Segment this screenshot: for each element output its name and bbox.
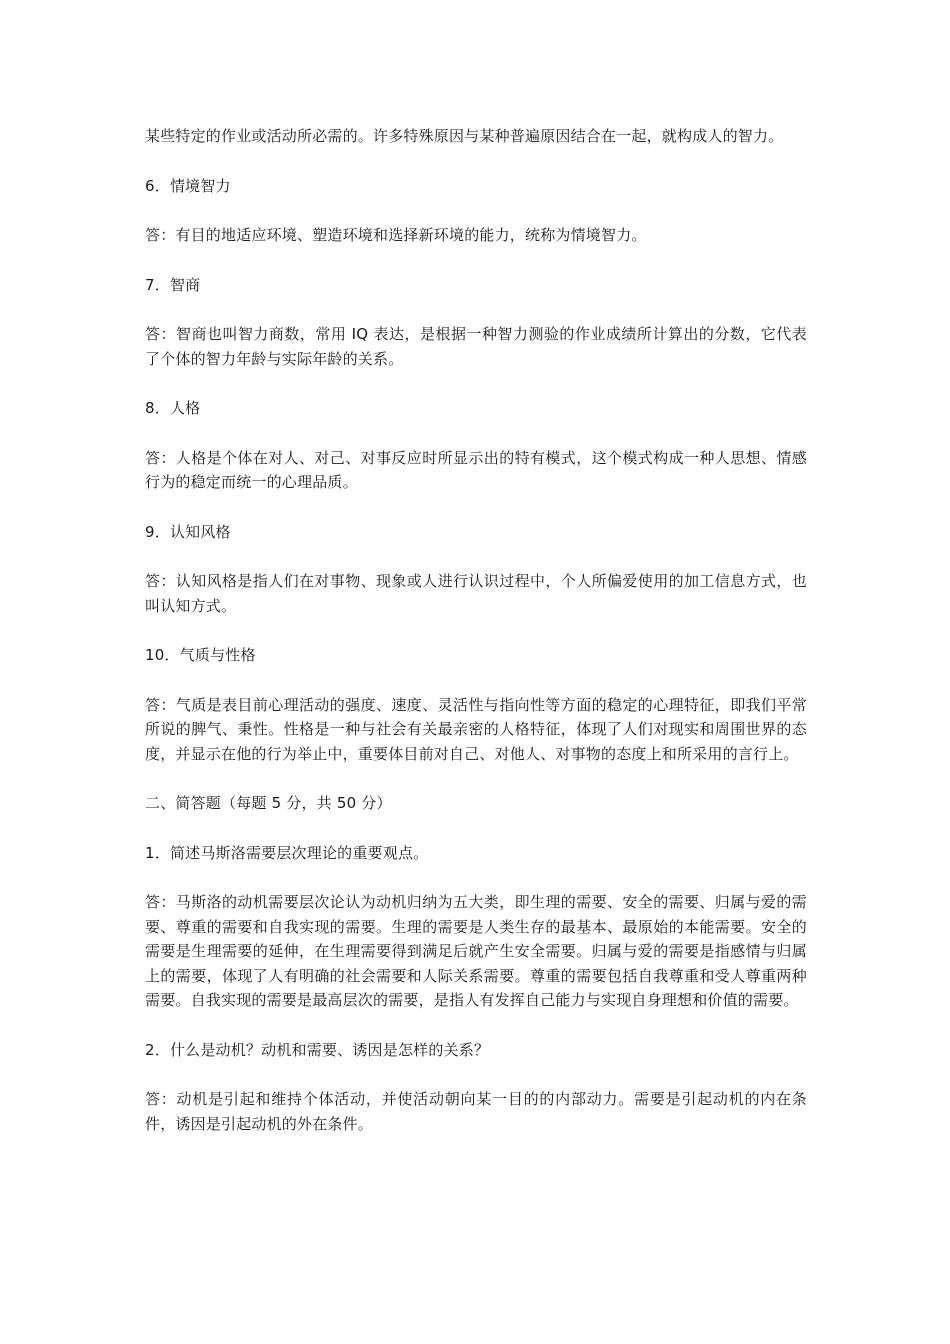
- answer-10: 答：气质是表目前心理活动的强度、速度、灵活性与指向性等方面的稳定的心理特征，即我们平常所说的脾气、秉性。性格是一种与社会有关最亲密的人格特征，体现了人们对现实和周围世界的态度，并显示在他的行为举止中，重要体目前对自己、对他人、对事物的态度上和所采用的言行上。: [145, 695, 807, 763]
- section-2-title: 二、简答题（每题 5 分，共 50 分）: [145, 794, 392, 812]
- short-answer-2: 答：动机是引起和维持个体活动，并使活动朝向某一目的的内部动力。需要是引起动机的内在条件，诱因是引起动机的外在条件。: [145, 1090, 807, 1133]
- answer-8: 答：人格是个体在对人、对己、对事反应时所显示出的特有模式，这个模式构成一种人思想、情感行为的稳定而统一的心理品质。: [145, 448, 807, 491]
- question-10-title: 10．气质与性格: [145, 646, 256, 664]
- short-answer-1: 答：马斯洛的动机需要层次论认为动机归纳为五大类，即生理的需要、安全的需要、归属与爱的需要、尊重的需要和自我实现的需要。生理的需要是人类生存的最基本、最原始的本能需要。安全的需要是生理需要的延伸，在生理需要得到满足后就产生安全需要。归属与爱的需要是指感情与归属上的需要，体现了人有明确的社会需要和人际关系需要。尊重的需要包括自我尊重和受人尊重两种需要。自我实现的需要是最高层次的需要，是指人有发挥自己能力与实现自身理想和价值的需要。: [145, 893, 807, 1009]
- question-9-title: 9．认知风格: [145, 522, 231, 541]
- question-8-title: 8．人格: [145, 399, 201, 417]
- question-6-title: 6．情境智力: [145, 176, 231, 195]
- document-body: [145, 124, 807, 1161]
- question-7-title: 7．智商: [145, 275, 201, 294]
- answer-7: 答：智商也叫智力商数，常用 IQ 表达，是根据一种智力测验的作业成绩所计算出的分数，它代表了个体的智力年龄与实际年龄的关系。: [145, 325, 807, 368]
- answer-9: 答：认知风格是指人们在对事物、现象或人进行认识过程中，个人所偏爱使用的加工信息方式，也叫认知方式。: [145, 572, 807, 615]
- short-question-2-title: 2．什么是动机？动机和需要、诱因是怎样的关系？: [145, 1040, 490, 1059]
- paragraph-continuation: 某些特定的作业或活动所必需的。许多特殊原因与某种普遍原因结合在一起，就构成人的智力。: [145, 127, 784, 145]
- short-question-1-title: 1．简述马斯洛需要层次理论的重要观点。: [145, 843, 429, 862]
- answer-6: 答：有目的地适应环境、塑造环境和选择新环境的能力，统称为情境智力。: [145, 226, 647, 244]
